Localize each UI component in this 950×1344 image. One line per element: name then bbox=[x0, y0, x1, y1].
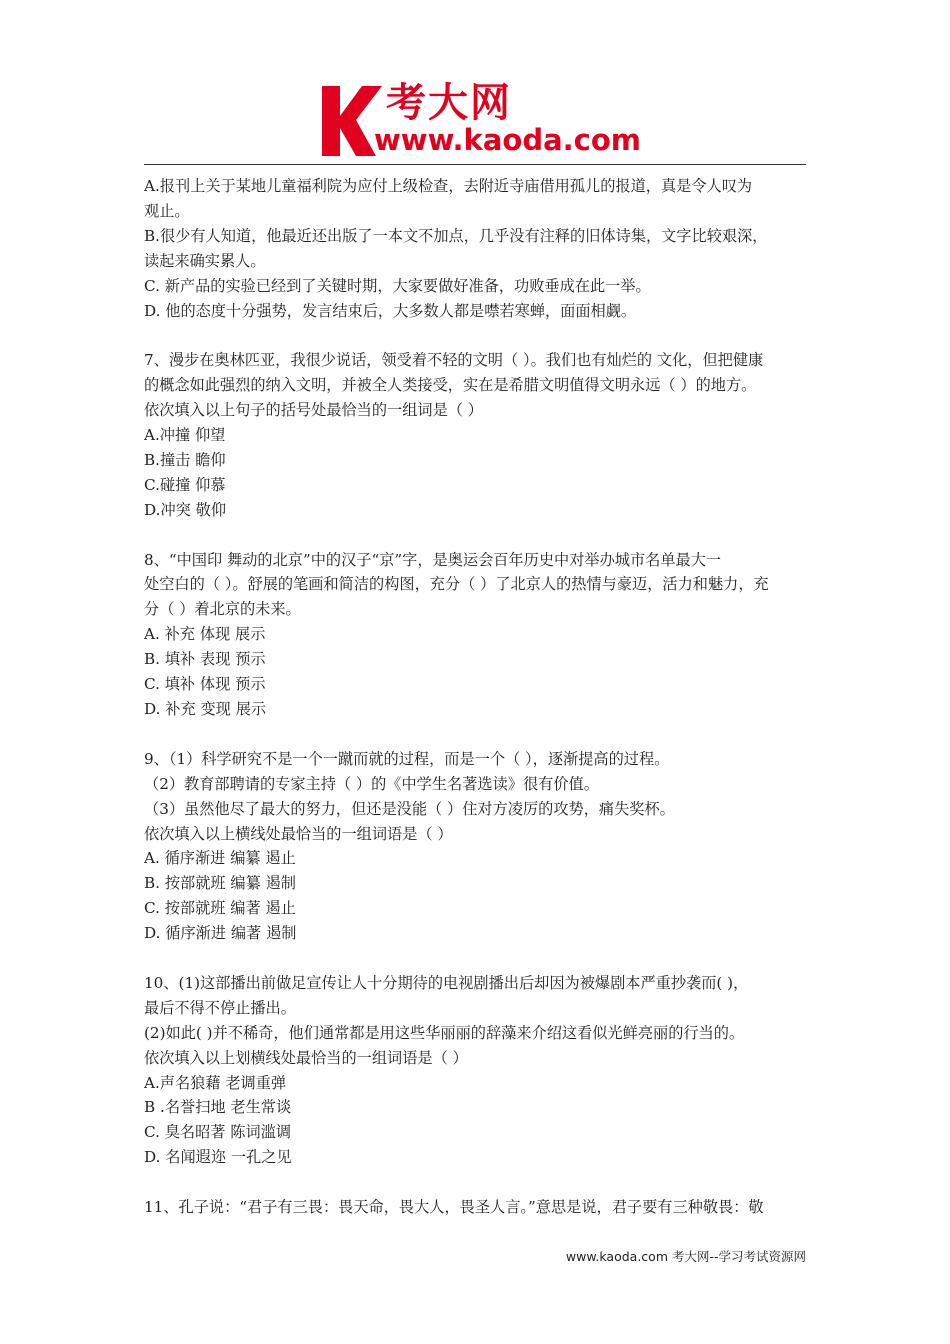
text-line: 8、“中国印 舞动的北京”中的汉子“京”字，是奥运会百年历史中对举办城市名单最大一 bbox=[144, 550, 722, 569]
text-line: D. 补充 变现 展示 bbox=[144, 700, 267, 718]
text-line: C. 新产品的实验已经到了关键时期，大家要做好准备，功败垂成在此一举。 bbox=[144, 276, 651, 295]
text-line: 9、（1）科学研究不是一个一蹴而就的过程，而是一个（ ），逐渐提高的过程。 bbox=[144, 749, 670, 768]
text-line: A.声名狼藉 老调重弹 bbox=[144, 1073, 287, 1092]
paragraph-gap bbox=[144, 323, 808, 348]
text-line: 的概念如此强烈的纳入文明，并被全人类接受，实在是希腊文明值得文明永远（ ）的地方。 bbox=[144, 376, 757, 395]
text-line: 处空白的（ ）。舒展的笔画和简洁的构图，充分（ ）了北京人的热情与豪迈，活力和魅力，充 bbox=[144, 575, 769, 594]
text-line: C. 填补 体现 预示 bbox=[144, 675, 266, 694]
text-line: （3）虽然他尽了最大的努力，但还是没能（ ）住对方凌厉的攻势，痛失奖杯。 bbox=[144, 799, 675, 818]
text-line: 依次填入以上句子的括号处最恰当的一组词是（ ） bbox=[144, 401, 483, 420]
text-line: B.很少有人知道，他最近还出版了一本文不加点，几乎没有注释的旧体诗集，文字比较艰深， bbox=[144, 226, 768, 245]
text-line: B. 填补 表现 预示 bbox=[144, 650, 266, 669]
text-line: 7、漫步在奥林匹亚，我很少说话，领受着不轻的文明（ ）。我们也有灿烂的 文化，但把健康 bbox=[144, 351, 764, 370]
text-line: (2)如此( )并不稀奇，他们通常都是用这些华丽丽的辞藻来介绍这看似光鲜亮丽的行当的。 bbox=[144, 1023, 745, 1042]
paragraph-gap bbox=[144, 523, 808, 548]
text-line: D. 名闻遐迩 一孔之见 bbox=[144, 1148, 292, 1167]
text-line: （2）教育部聘请的专家主持（ ）的《中学生名著选读》很有价值。 bbox=[144, 774, 599, 793]
text-line: 11、孔子说：“君子有三畏：畏天命，畏大人，畏圣人言。”意思是说，君子要有三种敬畏：敬 bbox=[144, 1198, 764, 1217]
paragraph-gap bbox=[144, 722, 808, 747]
text-line: 观止。 bbox=[144, 201, 190, 220]
header-divider bbox=[144, 164, 806, 165]
text-line: 10、(1)这部播出前做足宣传让人十分期待的电视剧播出后却因为被爆剧本严重抄袭而( )， bbox=[144, 973, 749, 992]
text-line: D. 他的态度十分强势，发言结束后，大多数人都是噤若寒蝉，面面相觑。 bbox=[144, 301, 637, 320]
paragraph-gap bbox=[144, 1170, 808, 1195]
text-line: 依次填入以上横线处最恰当的一组词语是（ ） bbox=[144, 824, 453, 843]
paragraph-gap bbox=[144, 946, 808, 971]
text-line: A. 补充 体现 展示 bbox=[144, 625, 266, 644]
document-body bbox=[144, 174, 808, 1220]
text-line: B .名誉扫地 老生常谈 bbox=[144, 1098, 292, 1117]
text-line: C. 按部就班 编著 遏止 bbox=[144, 899, 296, 918]
text-line: A. 循序渐进 编纂 遏止 bbox=[144, 849, 296, 868]
text-line: C. 臭名昭著 陈词滥调 bbox=[144, 1123, 292, 1142]
site-logo bbox=[318, 78, 640, 162]
logo-url-text: www.kaoda.com bbox=[374, 123, 641, 157]
logo-chinese-text: 考大网 bbox=[386, 80, 512, 126]
text-line: C.碰撞 仰慕 bbox=[144, 475, 226, 494]
text-line: A.报刊上关于某地儿童福利院为应付上级检查，去附近寺庙借用孤儿的报道，真是令人叹为 bbox=[144, 177, 753, 195]
text-line: 依次填入以上划横线处最恰当的一组词语是（ ） bbox=[144, 1048, 468, 1067]
text-line: 最后不得不停止播出。 bbox=[144, 998, 296, 1017]
page-footer: www.kaoda.com 考大网--学习考试资源网 bbox=[565, 1249, 806, 1264]
text-line: A.冲撞 仰望 bbox=[144, 426, 226, 445]
text-line: 分（ ）着北京的未来。 bbox=[144, 600, 301, 619]
text-line: B. 按部就班 编纂 遏制 bbox=[144, 874, 296, 893]
text-line: D. 循序渐进 编著 遏制 bbox=[144, 924, 297, 943]
text-line: 读起来确实累人。 bbox=[144, 251, 266, 270]
text-line: B.撞击 瞻仰 bbox=[144, 450, 226, 469]
text-line: D.冲突 敬仰 bbox=[144, 500, 227, 519]
